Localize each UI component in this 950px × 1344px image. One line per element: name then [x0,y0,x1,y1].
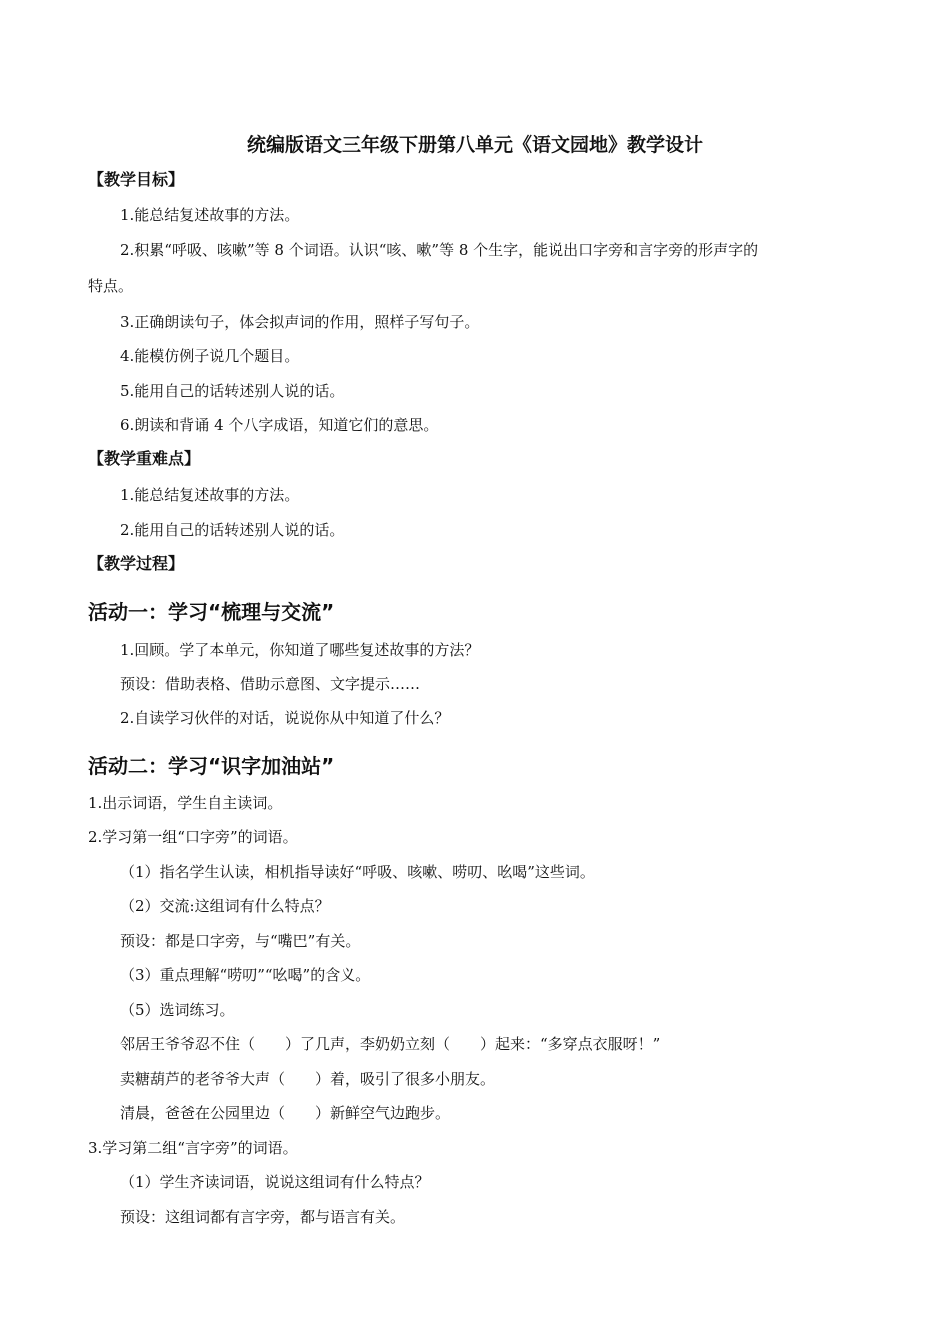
activity2-line: （1）指名学生认读，相机指导读好“呼吸、咳嗽、唠叨、吆喝”这些词。 [120,863,595,881]
activity2-exercise-sentence: 卖糖葫芦的老爷爷大声（ ）着，吸引了很多小朋友。 [120,1070,496,1088]
objective-item: 5.能用自己的话转述别人说的话。 [120,382,345,400]
key-point-item: 1.能总结复述故事的方法。 [120,486,300,504]
document-title: 统编版语文三年级下册第八单元《语文园地》教学设计 [246,134,703,156]
activity1-line: 预设：借助表格、借助示意图、文字提示…… [120,675,421,693]
activity1-line: 1.回顾。学了本单元，你知道了哪些复述故事的方法？ [120,641,480,659]
objective-item-continued: 特点。 [88,277,134,295]
activity2-line: （5）选词练习。 [120,1001,235,1019]
activity2-line: 1.出示词语，学生自主读词。 [88,794,283,812]
objectives-heading: 【教学目标】 [88,170,185,189]
activity2-exercise-sentence: 邻居王爷爷忍不住（ ）了几声，李奶奶立刻（ ）起来：“多穿点衣服呀！” [120,1035,661,1053]
objective-item: 1.能总结复述故事的方法。 [120,206,300,224]
activity2-line: （1）学生齐读词语，说说这组词有什么特点？ [120,1173,430,1191]
activity2-exercise-sentence: 清晨，爸爸在公园里边（ ）新鲜空气边跑步。 [120,1104,451,1122]
activity2-line: 预设：都是口字旁，与“嘴巴”有关。 [120,932,361,950]
activity1-line: 2.自读学习伙伴的对话，说说你从中知道了什么？ [120,709,450,727]
activity2-heading: 活动二：学习“识字加油站” [88,754,335,778]
objective-item: 6.朗读和背诵 4 个八字成语，知道它们的意思。 [120,416,439,434]
process-heading: 【教学过程】 [88,554,185,573]
activity2-line: 2.学习第一组“口字旁”的词语。 [88,828,298,846]
key-points-heading: 【教学重难点】 [88,449,201,468]
objective-item: 2.积累“呼吸、咳嗽”等 8 个词语。认识“咳、嗽”等 8 个生字，能说出口字旁和言字旁的形声字的 [120,241,759,259]
activity2-line: （3）重点理解“唠叨”“吆喝”的含义。 [120,966,371,984]
activity2-line: 预设：这组词都有言字旁，都与语言有关。 [120,1208,406,1226]
objective-item: 3.正确朗读句子，体会拟声词的作用，照样子写句子。 [120,313,480,331]
activity2-line: 3.学习第二组“言字旁”的词语。 [88,1139,298,1157]
key-point-item: 2.能用自己的话转述别人说的话。 [120,521,345,539]
activity2-line: （2）交流:这组词有什么特点？ [120,897,330,915]
activity1-heading: 活动一：学习“梳理与交流” [88,600,335,624]
objective-item: 4.能模仿例子说几个题目。 [120,347,300,365]
